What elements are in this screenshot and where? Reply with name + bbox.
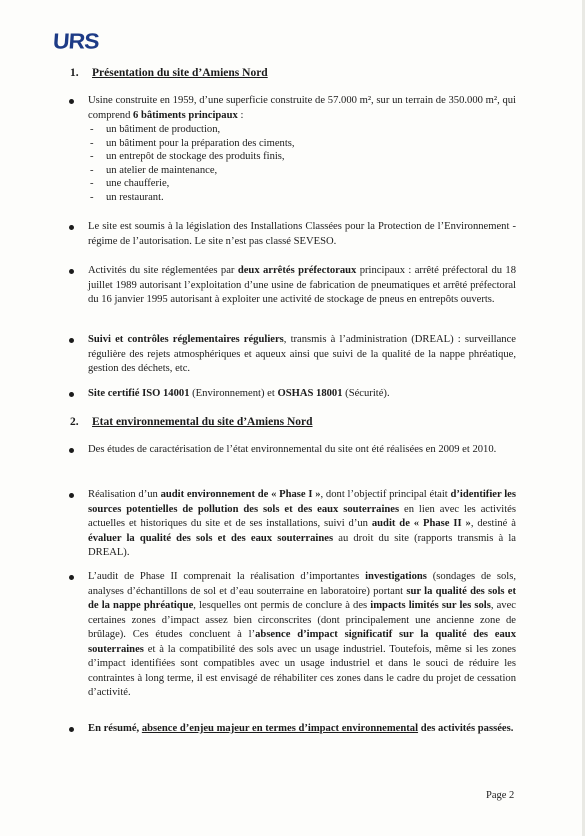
section-title: Etat environnemental du site d’Amiens Nord — [92, 416, 313, 428]
section-heading-2 — [70, 415, 313, 429]
bullet-certification — [88, 387, 516, 402]
bullet-studies — [88, 443, 516, 458]
bullet-icon — [69, 99, 74, 104]
bullet-icon — [69, 448, 74, 453]
bullet-phase-2-results — [88, 570, 516, 701]
bullet-icon — [69, 338, 74, 343]
bullet-icon — [69, 269, 74, 274]
paragraph: Usine construite en 1959, d’une superficie construite de 57.000 m², sur un terrain de 350.000 m², qui comprend 6 bâtiments principaux : — [88, 95, 516, 121]
paragraph: Site certifié ISO 14001 (Environnement) et OSHAS 18001 (Sécurité). — [88, 388, 390, 399]
list-item: - un atelier de maintenance, — [88, 164, 516, 178]
paragraph: L’audit de Phase II comprenait la réalisation d’importantes investigations (sondages de sols, analyses d’échantillons de sol et d’eau souterraine en laboratoire) portant sur la qualité des sols et de la nappe phréatique, lesquelles ont permis de conclure à des impacts limités sur les sols, avec certaines zones d’impact assez bien circonscrites (dont principalement une ancienne zone de brûlage). Ces études concluent à l’absence d’impact significatif sur la qualité des eaux souterraines et à la compatibilité des sols avec un usage industriel. Toutefois, même si les zones d’impact identifiées sont compatibles avec un usage industriel et dans le souci de réduire les contraintes à long terme, il est envisagé de réhabiliter ces zones dans le cadre du projet de cessation d’activité. — [88, 571, 516, 698]
bullet-icon — [69, 493, 74, 498]
buildings-list — [88, 123, 516, 204]
bullet-audits — [88, 488, 516, 561]
paragraph: En résumé, absence d’enjeu majeur en termes d’impact environnemental des activités passées. — [88, 723, 514, 734]
bullet-legislation — [88, 220, 516, 249]
paragraph: Des études de caractérisation de l’état environnemental du site ont été réalisées en 2009 et 2010. — [88, 444, 497, 455]
paragraph: Activités du site réglementées par deux arrêtés préfectoraux principaux : arrêté préfectoral du 18 juillet 1989 autorisant l’exploitation d’une usine de fabrication de pneumatiques et arrêté préfectoral du 16 janvier 1995 autorisant à exploiter une activité de stockage de pneus en entrepôts ouverts. — [88, 265, 517, 305]
page-number: Page 2 — [486, 790, 515, 801]
bullet-summary — [88, 722, 516, 737]
list-item: - une chaufferie, — [88, 177, 516, 191]
bullet-icon — [69, 575, 74, 580]
bullet-prefectoral-orders — [88, 264, 516, 308]
paragraph: Suivi et contrôles réglementaires réguliers, transmis à l’administration (DREAL) : surveillance régulière des rejets atmosphériques et aqueux ainsi que suivi de la qualité de la nappe phréatique, gestion des déchets, etc. — [88, 334, 516, 374]
list-item: - un bâtiment de production, — [88, 123, 516, 137]
paragraph: Réalisation d’un audit environnement de « Phase I », dont l’objectif principal était d’identifier les sources potentielles de pollution des sols et des eaux souterraines en lien avec les activités actuelles et historiques du site et de ses installations, suivi d’un audit de « Phase II », destiné à évaluer la qualité des sols et des eaux souterraines au droit du site (rapports transmis à la DREAL). — [88, 489, 517, 558]
section-title: Présentation du site d’Amiens Nord — [92, 67, 268, 79]
list-item: - un restaurant. — [88, 191, 516, 205]
urs-logo: URS — [52, 28, 100, 54]
bullet-site-description — [88, 94, 516, 204]
section-number: 2. — [70, 416, 79, 428]
list-item: - un bâtiment pour la préparation des ciments, — [88, 137, 516, 151]
list-item: - un entrepôt de stockage des produits finis, — [88, 150, 516, 164]
section-heading-1 — [70, 66, 268, 80]
bullet-icon — [69, 225, 74, 230]
section-number: 1. — [70, 67, 79, 79]
bullet-icon — [69, 392, 74, 397]
bullet-regulatory-monitoring — [88, 333, 516, 377]
paragraph: Le site est soumis à la législation des Installations Classées pour la Protection de l’Environnement - régime de l’autorisation. Le site n’est pas classé SEVESO. — [88, 221, 516, 247]
bullet-icon — [69, 727, 74, 732]
